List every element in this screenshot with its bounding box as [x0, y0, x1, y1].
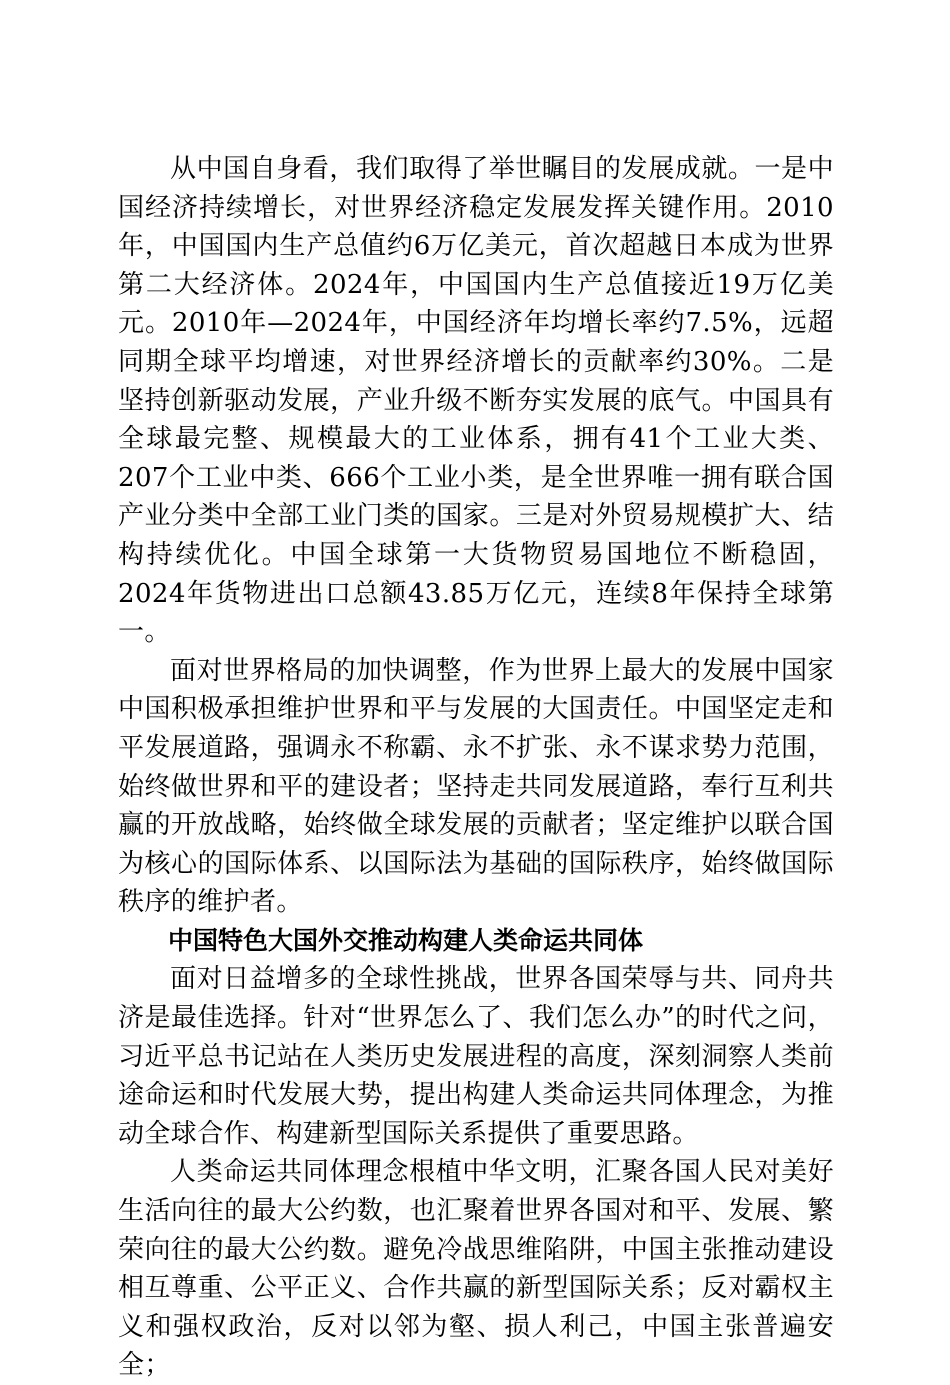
paragraph-development-achievements: 从中国自身看，我们取得了举世瞩目的发展成就。一是中国经济持续增长，对世界经济稳定发展发挥关键作用。2010年，中国国内生产总值约6万亿美元，首次超越日本成为世界第二大经济体。2024年，中国国内生产总值接近19万亿美元。2010年—2024年，中国经济年均增长率约7.5%，远超同期全球平均增速，对世界经济增长的贡献率约30%。二是坚持创新驱动发展，产业升级不断夯实发展的底气。中国具有全球最完整、规模最大的工业体系，拥有41个工业大类、207个工业中类、666个工业小类，是全世界唯一拥有联合国产业分类中全部工业门类的国家。三是对外贸易规模扩大、结构持续优化。中国全球第一大货物贸易国地位不断稳固，2024年货物进出口总额43.85万亿元，连续8年保持全球第一。: [118, 154, 834, 648]
document-page: [118, 150, 834, 1385]
paragraph-global-challenges: 面对日益增多的全球性挑战，世界各国荣辱与共、同舟共济是最佳选择。针对“世界怎么了、我们怎么办”的时代之问，习近平总书记站在人类历史发展进程的高度，深刻洞察人类前途命运和时代发展大势，提出构建人类命运共同体理念，为推动全球合作、构建新型国际关系提供了重要思路。: [118, 964, 834, 1149]
paragraph-world-pattern: 面对世界格局的加快调整，作为世界上最大的发展中国家中国积极承担维护世界和平与发展的大国责任。中国坚定走和平发展道路，强调永不称霸、永不扩张、永不谋求势力范围，始终做世界和平的建设者；坚持走共同发展道路，奉行互利共赢的开放战略，始终做全球发展的贡献者；坚定维护以联合国为核心的国际体系、以国际法为基础的国际秩序，始终做国际秩序的维护者。: [118, 655, 834, 918]
paragraph-community-of-shared-future: 人类命运共同体理念根植中华文明，汇聚各国人民对美好生活向往的最大公约数，也汇聚着世界各国对和平、发展、繁荣向往的最大公约数。避免冷战思维陷阱，中国主张推动建设相互尊重、公平正义、合作共赢的新型国际关系；反对霸权主义和强权政治，反对以邻为壑、损人利己，中国主张普遍安全；: [118, 1157, 834, 1381]
section-heading: 中国特色大国外交推动构建人类命运共同体: [168, 925, 644, 955]
